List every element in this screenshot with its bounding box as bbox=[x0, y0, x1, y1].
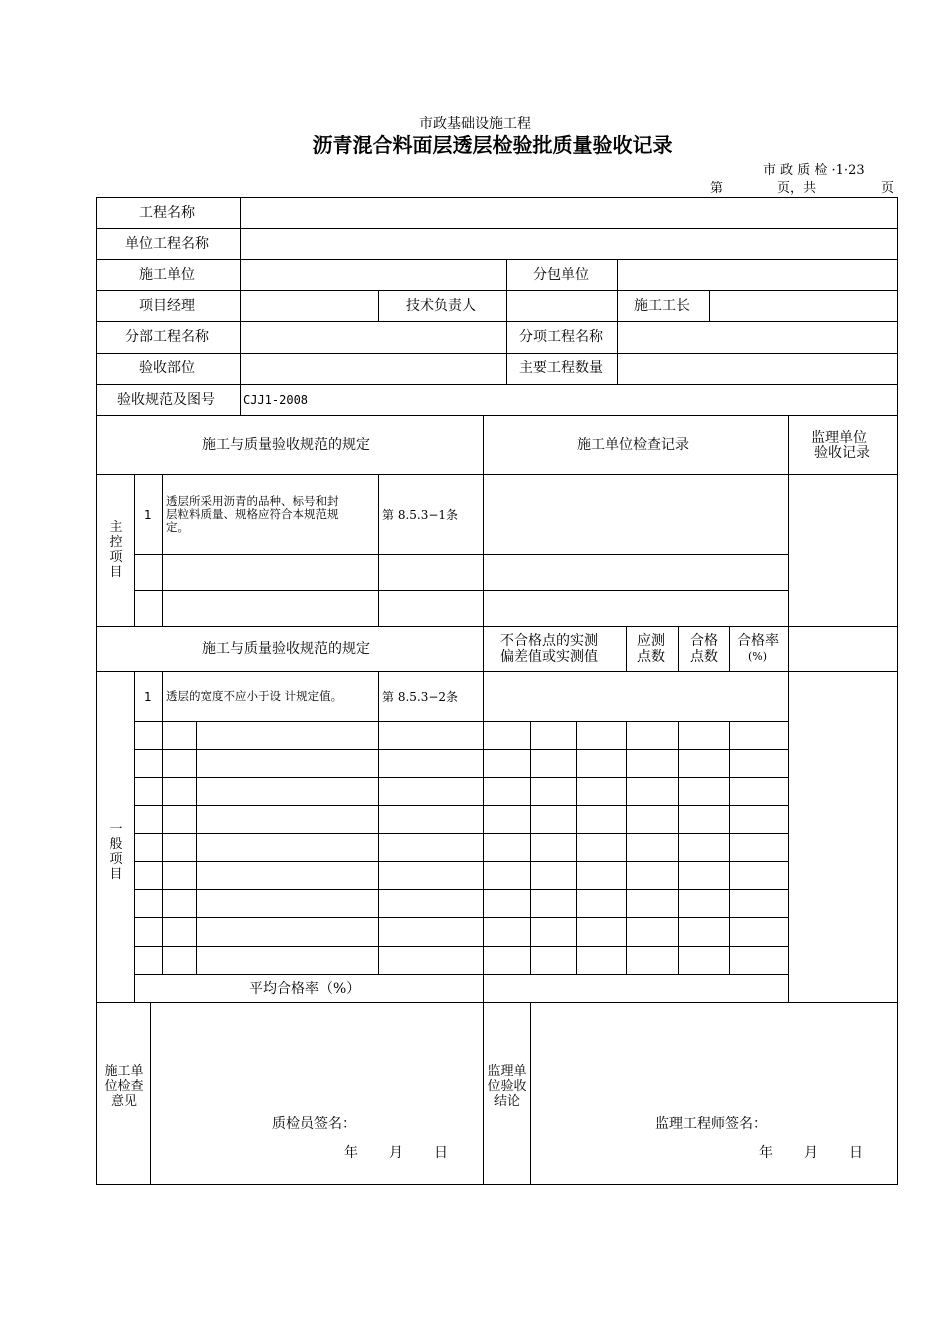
inspection-part-field[interactable] bbox=[241, 355, 505, 383]
average-pass-rate-field[interactable] bbox=[484, 976, 787, 1001]
main-item-text-1: 透层所采用沥青的品种、标号和封 bbox=[166, 494, 339, 508]
main-supervise-record-field[interactable] bbox=[789, 476, 896, 625]
project-manager-field[interactable] bbox=[241, 292, 377, 320]
unit-project-name-field[interactable] bbox=[240, 230, 896, 258]
subcontract-unit-field[interactable] bbox=[618, 261, 896, 289]
average-pass-rate-label: 平均合格率（%） bbox=[249, 981, 361, 997]
constr-year-label: 年 bbox=[344, 1145, 358, 1161]
sup-year-label: 年 bbox=[759, 1145, 773, 1161]
main-col-spec-header: 施工与质量验收规范的规定 bbox=[202, 437, 370, 453]
label-subitem-name: 分项工程名称 bbox=[519, 329, 603, 345]
subitem-name-field[interactable] bbox=[618, 323, 896, 352]
label-unit-project-name: 单位工程名称 bbox=[125, 236, 209, 252]
main-item-text-2: 层粒料质量、规格应符合本规范规 bbox=[166, 507, 339, 521]
construction-unit-field[interactable] bbox=[241, 261, 505, 289]
general-item-clause: 第 8.5.3−2条 bbox=[382, 690, 459, 704]
label-project-name: 工程名称 bbox=[139, 205, 195, 221]
form-code: 市 政 质 检 ·1·23 bbox=[763, 163, 865, 178]
general-col-passed-1: 合格 bbox=[690, 633, 718, 649]
project-name-field[interactable] bbox=[240, 199, 896, 227]
page-number-middle: 页，共 bbox=[777, 181, 817, 196]
page-number-suffix: 页 bbox=[881, 181, 895, 196]
page-number-prefix: 第 bbox=[710, 181, 724, 196]
label-construction-unit: 施工单位 bbox=[139, 267, 195, 283]
general-col-rate-1: 合格率 bbox=[737, 633, 779, 649]
label-tech-leader: 技术负责人 bbox=[406, 298, 476, 314]
supervisor-signature-label: 监理工程师签名： bbox=[655, 1116, 767, 1132]
general-col-points-2: 点数 bbox=[637, 649, 665, 665]
label-spec: 验收规范及图号 bbox=[117, 392, 215, 408]
sup-day-label: 日 bbox=[849, 1145, 863, 1161]
label-foreman: 施工工长 bbox=[634, 298, 690, 314]
main-item-clause: 第 8.5.3−1条 bbox=[382, 508, 459, 522]
general-col-deviation-1: 不合格点的实测 bbox=[500, 633, 598, 649]
general-item-text: 透层的宽度不应小于设 计规定值。 bbox=[166, 689, 343, 703]
general-col-deviation-2: 偏差值或实测值 bbox=[500, 649, 598, 665]
general-col-points-1: 应测 bbox=[637, 633, 665, 649]
general-side-label: 一般项目 bbox=[109, 822, 123, 882]
constr-day-label: 日 bbox=[434, 1145, 448, 1161]
construction-opinion-label: 施工单位检查意见 bbox=[104, 1064, 144, 1109]
supervision-conclusion-label: 监理单位验收结论 bbox=[487, 1064, 527, 1109]
qc-signature-label: 质检员签名： bbox=[272, 1116, 356, 1132]
main-item-check-record-field[interactable] bbox=[484, 476, 787, 553]
general-item-record-field[interactable] bbox=[484, 673, 787, 720]
label-project-manager: 项目经理 bbox=[139, 298, 195, 314]
supervision-conclusion-field[interactable] bbox=[531, 1004, 896, 1183]
general-col-rate-2: (%) bbox=[748, 650, 768, 663]
general-col-passed-2: 点数 bbox=[690, 649, 718, 665]
tech-leader-field[interactable] bbox=[507, 292, 616, 320]
construction-opinion-field[interactable] bbox=[151, 1004, 482, 1183]
main-col-supervise-header-1: 监理单位 bbox=[811, 430, 867, 446]
foreman-field[interactable] bbox=[710, 292, 896, 320]
division-name-field[interactable] bbox=[241, 323, 505, 352]
label-inspection-part: 验收部位 bbox=[139, 360, 195, 376]
main-item-text-3: 定。 bbox=[166, 520, 189, 534]
main-quantity-field[interactable] bbox=[618, 355, 896, 383]
page-title: 沥青混合料面层透层检验批质量验收记录 bbox=[312, 133, 673, 157]
constr-month-label: 月 bbox=[389, 1145, 403, 1161]
main-item-number: 1 bbox=[144, 508, 152, 522]
sup-month-label: 月 bbox=[804, 1145, 818, 1161]
label-subcontract-unit: 分包单位 bbox=[533, 267, 589, 283]
subtitle: 市政基础设施工程 bbox=[419, 116, 531, 132]
spec-value: CJJ1-2008 bbox=[243, 393, 309, 407]
main-col-supervise-header-2: 验收记录 bbox=[814, 445, 870, 461]
label-division-name: 分部工程名称 bbox=[125, 329, 209, 345]
main-col-check-header: 施工单位检查记录 bbox=[577, 437, 689, 453]
label-main-quantity: 主要工程数量 bbox=[519, 360, 603, 376]
general-item-number: 1 bbox=[144, 690, 152, 704]
main-control-side-label: 主控项目 bbox=[109, 520, 123, 580]
general-col-spec-header: 施工与质量验收规范的规定 bbox=[202, 641, 370, 657]
